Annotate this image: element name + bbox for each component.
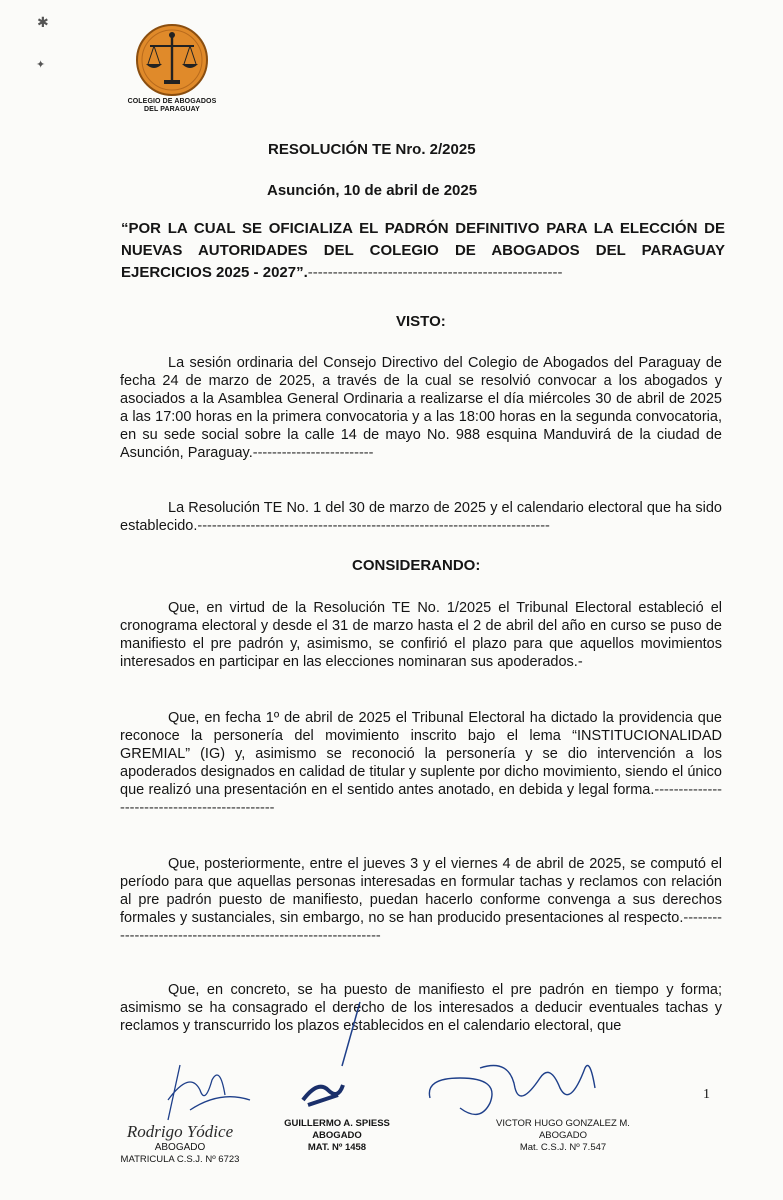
signature-block-2 xyxy=(262,1118,412,1154)
visto-paragraph-2 xyxy=(120,499,722,535)
dash-fill: ------------------------- xyxy=(252,445,374,461)
resolution-subject xyxy=(121,218,725,284)
signature-1-scribble xyxy=(150,1060,260,1130)
visto-p1-text: La sesión ordinaria del Consejo Directivo del Colegio de Abogados del Paraguay de fecha 24 de marzo de 2025, a través de la cual se resolvió convocar a los abogados y asociados a la Asamblea General Ordinaria a realizarse el día miércoles 30 de abril de 2025 a las 17:00 horas en la primera convocatoria y a las 18:00 horas en la segunda convocatoria, en su sede social sobre la calle 14 de mayo No. 988 esquina Manduvirá de la ciudad de Asunción, Paraguay. xyxy=(120,355,722,461)
visto-p2-text: La Resolución TE No. 1 del 30 de marzo de 2025 y el calendario electoral que ha sido establecido. xyxy=(120,500,722,534)
place-date: Asunción, 10 de abril de 2025 xyxy=(267,182,478,199)
considerando-heading: CONSIDERANDO: xyxy=(352,557,481,574)
considerando-paragraph-4 xyxy=(120,981,722,1035)
signatory-1-registration: MATRICULA C.S.J. Nº 6723 xyxy=(120,1154,240,1165)
dash-fill: ---------------------------------------------- xyxy=(120,782,722,816)
c-p4-text: Que, en concreto, se ha puesto de manifiesto el pre padrón en tiempo y forma; asimismo se ha consagrado el derecho de los interesados a deducir eventuales tachas y reclamos y transcurrido los plazos establecidos en el calendario electoral, que xyxy=(120,982,722,1034)
signatory-3-name: VICTOR HUGO GONZALEZ M. xyxy=(496,1118,630,1129)
subject-text: “POR LA CUAL SE OFICIALIZA EL PADRÓN DEFINITIVO PARA LA ELECCIÓN DE NUEVAS AUTORIDADES DEL COLEGIO DE ABOGADOS DEL PARAGUAY EJERCICIOS 2025 - 2027”. xyxy=(121,220,725,281)
signatory-3-registration: Mat. C.S.J. Nº 7.547 xyxy=(519,1142,607,1153)
signatory-2-registration: MAT. Nº 1458 xyxy=(307,1142,367,1153)
signatory-1-name: Rodrigo Yódice xyxy=(126,1122,234,1141)
c-p2-text: Que, en fecha 1º de abril de 2025 el Tribunal Electoral ha dictado la providencia que reconoce la personería del movimiento inscrito bajo el lema “INSTITUCIONALIDAD GREMIAL” (IG) y, asimismo se reconoció la personería y se dio intervención a los apoderados designados en calidad de titular y suplente por dicho movimiento, siendo el único que realizó una presentación en el sentido antes anotado, en debida y legal forma. xyxy=(120,710,722,798)
c-p1-text: Que, en virtud de la Resolución TE No. 1/2025 el Tribunal Electoral estableció el cronograma electoral y desde el 31 de marzo hasta el 2 de abril del año en curso se puso de manifiesto el pre padrón y, asimismo, se confirió el plazo para que aquellos movimientos interesados en participar en las elecciones nominaran sus apoderados.- xyxy=(120,600,722,670)
considerando-paragraph-1 xyxy=(120,599,722,671)
signature-block-3 xyxy=(478,1118,648,1154)
dash-fill: --------------------------------------------------- xyxy=(307,264,563,281)
considerando-paragraph-3 xyxy=(120,855,722,945)
signatory-1-role: ABOGADO xyxy=(154,1142,206,1153)
page-number: 1 xyxy=(703,1087,710,1102)
logo-text-line2: DEL PARAGUAY xyxy=(144,106,200,113)
visto-paragraph-1 xyxy=(120,354,722,462)
logo xyxy=(112,22,232,114)
signature-block-1 xyxy=(100,1122,260,1166)
scales-of-justice-icon xyxy=(134,22,210,98)
c-p3-text: Que, posteriormente, entre el jueves 3 y el viernes 4 de abril de 2025, se computó el período para que aquellas personas interesadas en formular tachas y reclamos con relación al pre padrón puesto de manifiesto, puedan hacerlo conforme convenga a sus derechos formales y sustanciales, sin embargo, no se han producido presentaciones al respecto. xyxy=(120,856,722,926)
corner-mark-small: ✦ xyxy=(36,59,46,71)
considerando-paragraph-2 xyxy=(120,709,722,817)
corner-mark-top: ✱ xyxy=(37,14,49,30)
pen-stroke xyxy=(330,1000,370,1070)
signatory-2-name: GUILLERMO A. SPIESS xyxy=(284,1118,390,1129)
signatory-2-role: ABOGADO xyxy=(312,1130,362,1141)
signature-3-scribble xyxy=(420,1048,610,1128)
dash-fill: ------------------------------------------------------------------------- xyxy=(197,518,550,534)
dash-fill: -------------------------------------------------------------- xyxy=(120,910,722,944)
logo-text-line1: COLEGIO DE ABOGADOS xyxy=(127,98,217,105)
signatory-3-role: ABOGADO xyxy=(538,1130,588,1141)
resolution-title: RESOLUCIÓN TE Nro. 2/2025 xyxy=(268,141,476,158)
visto-heading: VISTO: xyxy=(396,313,446,330)
signature-2-scribble xyxy=(298,1070,348,1110)
